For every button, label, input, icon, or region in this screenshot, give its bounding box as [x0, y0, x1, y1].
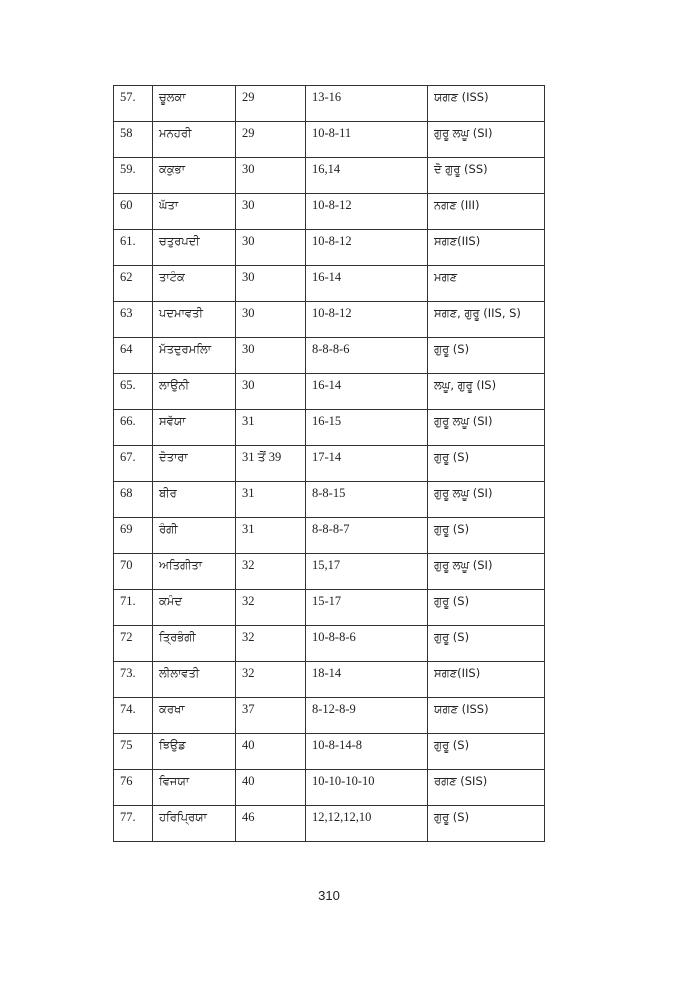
yati-pattern-cell: 10-8-12 — [306, 230, 428, 266]
yati-pattern-cell: 10-10-10-10 — [306, 770, 428, 806]
gan-ending-cell: ਗੁਰੂ (S) — [428, 734, 545, 770]
table-row — [114, 698, 545, 734]
table-row — [114, 806, 545, 842]
table-row — [114, 626, 545, 662]
gan-ending-cell: ਦੋ ਗੁਰੂ (SS) — [428, 158, 545, 194]
row-number-cell: 59. — [114, 158, 153, 194]
table-row — [114, 770, 545, 806]
matra-count-cell: 31 ਤੋਂ 39 — [236, 446, 306, 482]
yati-pattern-cell: 16-14 — [306, 266, 428, 302]
yati-pattern-cell: 16-14 — [306, 374, 428, 410]
table-row — [114, 518, 545, 554]
yati-pattern-cell: 10-8-14-8 — [306, 734, 428, 770]
matra-count-cell: 32 — [236, 590, 306, 626]
row-number-cell: 75 — [114, 734, 153, 770]
gan-ending-cell: ਰਗਣ (SIS) — [428, 770, 545, 806]
chhand-name-cell: ਮਨਹਰੀ — [153, 122, 236, 158]
table-row — [114, 338, 545, 374]
row-number-cell: 57. — [114, 86, 153, 122]
chhand-name-cell: ਕਰਖਾ — [153, 698, 236, 734]
table-row — [114, 590, 545, 626]
row-number-cell: 73. — [114, 662, 153, 698]
row-number-cell: 69 — [114, 518, 153, 554]
matra-count-cell: 31 — [236, 482, 306, 518]
matra-count-cell: 30 — [236, 338, 306, 374]
row-number-cell: 65. — [114, 374, 153, 410]
yati-pattern-cell: 10-8-12 — [306, 302, 428, 338]
yati-pattern-cell: 8-12-8-9 — [306, 698, 428, 734]
table-row — [114, 122, 545, 158]
chhand-name-cell: ਤਾਟੰਕ — [153, 266, 236, 302]
chhand-table — [113, 85, 545, 842]
chhand-name-cell: ਅਤਿਗੀਤਾ — [153, 554, 236, 590]
row-number-cell: 68 — [114, 482, 153, 518]
row-number-cell: 72 — [114, 626, 153, 662]
gan-ending-cell: ਗੁਰੂ ਲਘੂ (SI) — [428, 554, 545, 590]
yati-pattern-cell: 15-17 — [306, 590, 428, 626]
matra-count-cell: 30 — [236, 302, 306, 338]
table-row — [114, 374, 545, 410]
chhand-name-cell: ਮੱਤਦੁਰਮਲਿਾ — [153, 338, 236, 374]
gan-ending-cell: ਗੁਰੂ ਲਘੂ (SI) — [428, 410, 545, 446]
matra-count-cell: 32 — [236, 626, 306, 662]
matra-count-cell: 29 — [236, 86, 306, 122]
row-number-cell: 76 — [114, 770, 153, 806]
matra-count-cell: 30 — [236, 230, 306, 266]
yati-pattern-cell: 8-8-8-7 — [306, 518, 428, 554]
gan-ending-cell: ਗੁਰੂ (S) — [428, 590, 545, 626]
table-row — [114, 86, 545, 122]
chhand-name-cell: ਹਰਿਪ੍ਰਿਯਾ — [153, 806, 236, 842]
gan-ending-cell: ਗੁਰੂ (S) — [428, 806, 545, 842]
chhand-name-cell: ਪਦਮਾਵਤੀ — [153, 302, 236, 338]
gan-ending-cell: ਯਗਣ (ISS) — [428, 86, 545, 122]
row-number-cell: 60 — [114, 194, 153, 230]
chhand-name-cell: ਕਕੁਭਾ — [153, 158, 236, 194]
matra-count-cell: 30 — [236, 374, 306, 410]
table-row — [114, 158, 545, 194]
gan-ending-cell: ਗੁਰੂ (S) — [428, 338, 545, 374]
yati-pattern-cell: 18-14 — [306, 662, 428, 698]
table-row — [114, 662, 545, 698]
table-body — [114, 86, 545, 842]
yati-pattern-cell: 8-8-8-6 — [306, 338, 428, 374]
gan-ending-cell: ਮਗਣ — [428, 266, 545, 302]
chhand-name-cell: ਝਿਉਡ — [153, 734, 236, 770]
row-number-cell: 71. — [114, 590, 153, 626]
table-row — [114, 446, 545, 482]
table-row — [114, 302, 545, 338]
matra-count-cell: 37 — [236, 698, 306, 734]
matra-count-cell: 31 — [236, 410, 306, 446]
gan-ending-cell: ਨਗਣ (III) — [428, 194, 545, 230]
table-row — [114, 734, 545, 770]
gan-ending-cell: ਸਗਣ(IIS) — [428, 662, 545, 698]
yati-pattern-cell: 15,17 — [306, 554, 428, 590]
chhand-name-cell: ਵਿਜਯਾ — [153, 770, 236, 806]
page-number: 310 — [318, 888, 340, 903]
chhand-name-cell: ਚਤੁਰਪਦੀ — [153, 230, 236, 266]
yati-pattern-cell: 12,12,12,10 — [306, 806, 428, 842]
gan-ending-cell: ਗੁਰੂ (S) — [428, 446, 545, 482]
chhand-name-cell: ਚੂਲਕਾ — [153, 86, 236, 122]
row-number-cell: 61. — [114, 230, 153, 266]
chhand-name-cell: ਲੀਲਾਵਤੀ — [153, 662, 236, 698]
matra-count-cell: 31 — [236, 518, 306, 554]
table-row — [114, 230, 545, 266]
gan-ending-cell: ਯਗਣ (ISS) — [428, 698, 545, 734]
row-number-cell: 63 — [114, 302, 153, 338]
matra-count-cell: 30 — [236, 266, 306, 302]
gan-ending-cell: ਸਗਣ(IIS) — [428, 230, 545, 266]
yati-pattern-cell: 16-15 — [306, 410, 428, 446]
matra-count-cell: 30 — [236, 194, 306, 230]
yati-pattern-cell: 10-8-11 — [306, 122, 428, 158]
yati-pattern-cell: 17-14 — [306, 446, 428, 482]
gan-ending-cell: ਸਗਣ, ਗੁਰੂ (IIS, S) — [428, 302, 545, 338]
matra-count-cell: 29 — [236, 122, 306, 158]
matra-count-cell: 32 — [236, 554, 306, 590]
table-row — [114, 266, 545, 302]
table-row — [114, 410, 545, 446]
chhand-name-cell: ਲਾਉਨੀ — [153, 374, 236, 410]
matra-count-cell: 32 — [236, 662, 306, 698]
gan-ending-cell: ਗੁਰੂ ਲਘੂ (SI) — [428, 482, 545, 518]
chhand-name-cell: ਰੰਗੀ — [153, 518, 236, 554]
row-number-cell: 70 — [114, 554, 153, 590]
gan-ending-cell: ਗੁਰੂ (S) — [428, 518, 545, 554]
matra-count-cell: 40 — [236, 770, 306, 806]
yati-pattern-cell: 8-8-15 — [306, 482, 428, 518]
matra-count-cell: 40 — [236, 734, 306, 770]
chhand-name-cell: ਸਵੱਯਾ — [153, 410, 236, 446]
row-number-cell: 74. — [114, 698, 153, 734]
row-number-cell: 66. — [114, 410, 153, 446]
chhand-name-cell: ਦੋਤਾਰਾ — [153, 446, 236, 482]
row-number-cell: 77. — [114, 806, 153, 842]
matra-count-cell: 30 — [236, 158, 306, 194]
gan-ending-cell: ਗੁਰੂ (S) — [428, 626, 545, 662]
table-row — [114, 482, 545, 518]
chhand-name-cell: ਤ੍ਰਿਭੰਗੀ — [153, 626, 236, 662]
matra-count-cell: 46 — [236, 806, 306, 842]
table-row — [114, 194, 545, 230]
gan-ending-cell: ਗੁਰੂ ਲਘੂ (SI) — [428, 122, 545, 158]
row-number-cell: 64 — [114, 338, 153, 374]
yati-pattern-cell: 13-16 — [306, 86, 428, 122]
yati-pattern-cell: 10-8-12 — [306, 194, 428, 230]
row-number-cell: 58 — [114, 122, 153, 158]
yati-pattern-cell: 16,14 — [306, 158, 428, 194]
table-row — [114, 554, 545, 590]
chhand-name-cell: ਕਮੰਦ — [153, 590, 236, 626]
gan-ending-cell: ਲਘੂ, ਗੁਰੂ (IS) — [428, 374, 545, 410]
row-number-cell: 67. — [114, 446, 153, 482]
chhand-name-cell: ਘੱਤਾ — [153, 194, 236, 230]
row-number-cell: 62 — [114, 266, 153, 302]
chhand-name-cell: ਬੀਰ — [153, 482, 236, 518]
yati-pattern-cell: 10-8-8-6 — [306, 626, 428, 662]
